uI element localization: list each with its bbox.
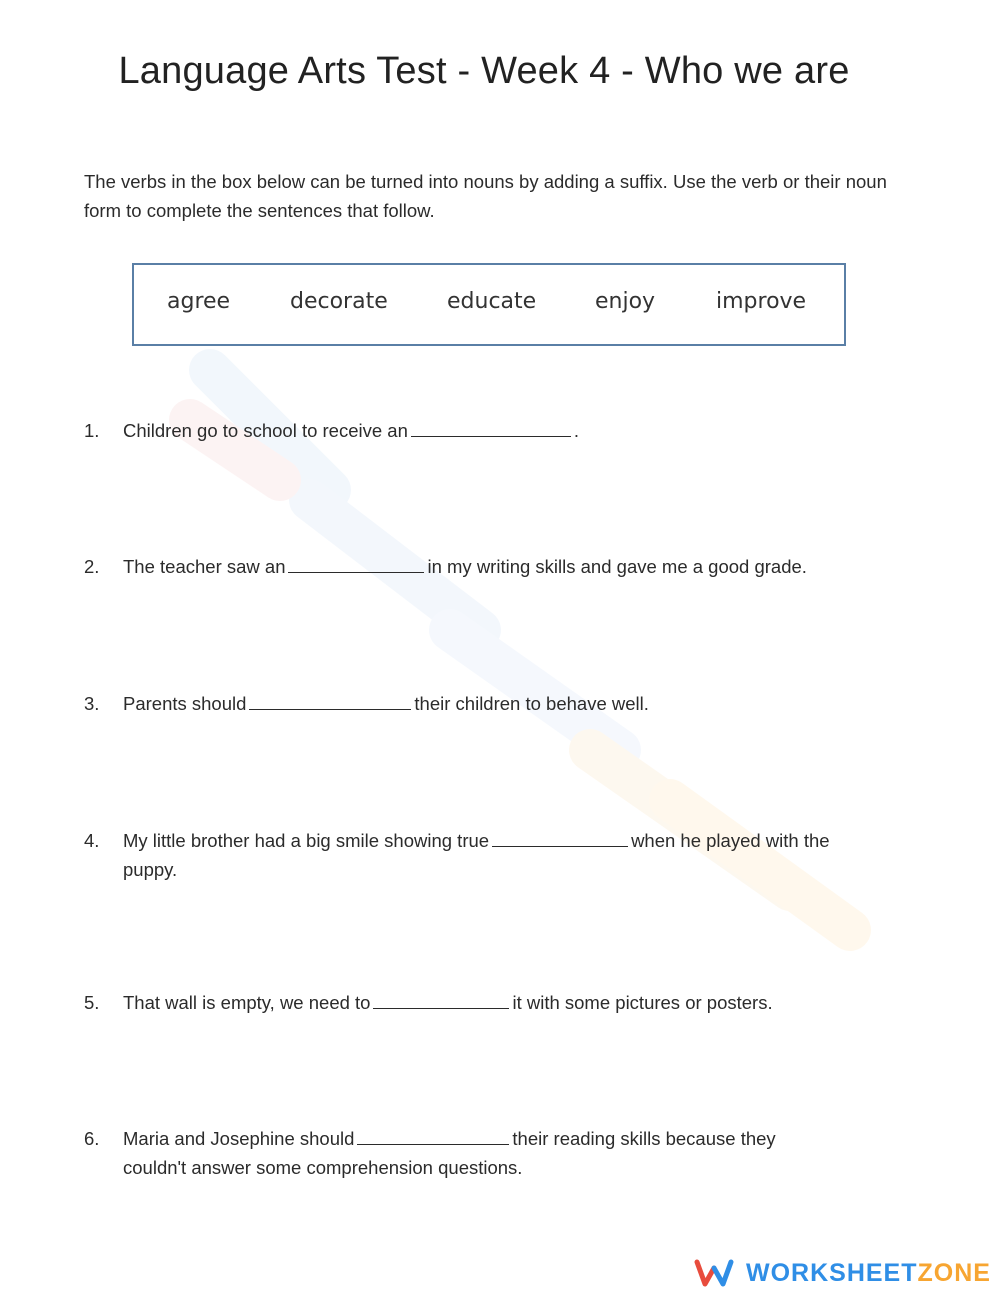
brand-name bbox=[746, 1259, 991, 1288]
question-4 bbox=[84, 826, 844, 884]
question-text-before: My little brother had a big smile showing true bbox=[123, 830, 490, 851]
answer-blank[interactable] bbox=[288, 554, 424, 573]
word-bank-box bbox=[132, 263, 846, 346]
question-text-before: That wall is empty, we need to bbox=[123, 992, 371, 1013]
question-text-before: Children go to school to receive an bbox=[123, 420, 408, 441]
question-number: 2. bbox=[84, 556, 100, 577]
worksheetzone-w-icon bbox=[694, 1258, 734, 1288]
question-text-after: their reading skills because they couldn't answer some comprehension questions. bbox=[123, 1128, 776, 1178]
word-bank-item: agree bbox=[167, 289, 231, 314]
word-bank-item: decorate bbox=[290, 289, 388, 314]
word-bank-item: educate bbox=[447, 289, 537, 314]
question-number: 1. bbox=[84, 420, 100, 441]
worksheetzone-logo[interactable] bbox=[694, 1256, 991, 1290]
question-6 bbox=[84, 1124, 829, 1182]
question-text-after: in my writing skills and gave me a good grade. bbox=[427, 556, 807, 577]
question-text-after: their children to behave well. bbox=[414, 693, 649, 714]
question-text-after: . bbox=[573, 420, 580, 441]
instructions-text: The verbs in the box below can be turned into nouns by adding a suffix. Use the verb or their noun form to complete the sentences that follow. bbox=[84, 171, 887, 221]
question-number: 4. bbox=[84, 830, 100, 851]
question-number: 5. bbox=[84, 992, 100, 1013]
question-number: 6. bbox=[84, 1128, 100, 1149]
question-text-before: Parents should bbox=[123, 693, 247, 714]
question-text-before: The teacher saw an bbox=[123, 556, 286, 577]
answer-blank[interactable] bbox=[249, 691, 411, 710]
brand-name-part2: ZONE bbox=[917, 1258, 991, 1287]
answer-blank[interactable] bbox=[411, 418, 571, 437]
question-3 bbox=[84, 689, 874, 718]
page-title: Language Arts Test - Week 4 - Who we are bbox=[118, 50, 850, 92]
question-text-before: Maria and Josephine should bbox=[123, 1128, 355, 1149]
brand-name-part1: WORKSHEET bbox=[746, 1258, 918, 1287]
word-bank-item: enjoy bbox=[595, 289, 656, 314]
question-1 bbox=[84, 416, 874, 445]
question-5 bbox=[84, 988, 874, 1017]
question-number: 3. bbox=[84, 693, 100, 714]
answer-blank[interactable] bbox=[492, 828, 628, 847]
answer-blank[interactable] bbox=[357, 1126, 509, 1145]
answer-blank[interactable] bbox=[373, 990, 509, 1009]
question-text-after: when he played with the puppy. bbox=[123, 830, 830, 880]
question-2 bbox=[84, 552, 874, 581]
word-bank-item: improve bbox=[716, 289, 807, 314]
question-text-after: it with some pictures or posters. bbox=[512, 992, 773, 1013]
